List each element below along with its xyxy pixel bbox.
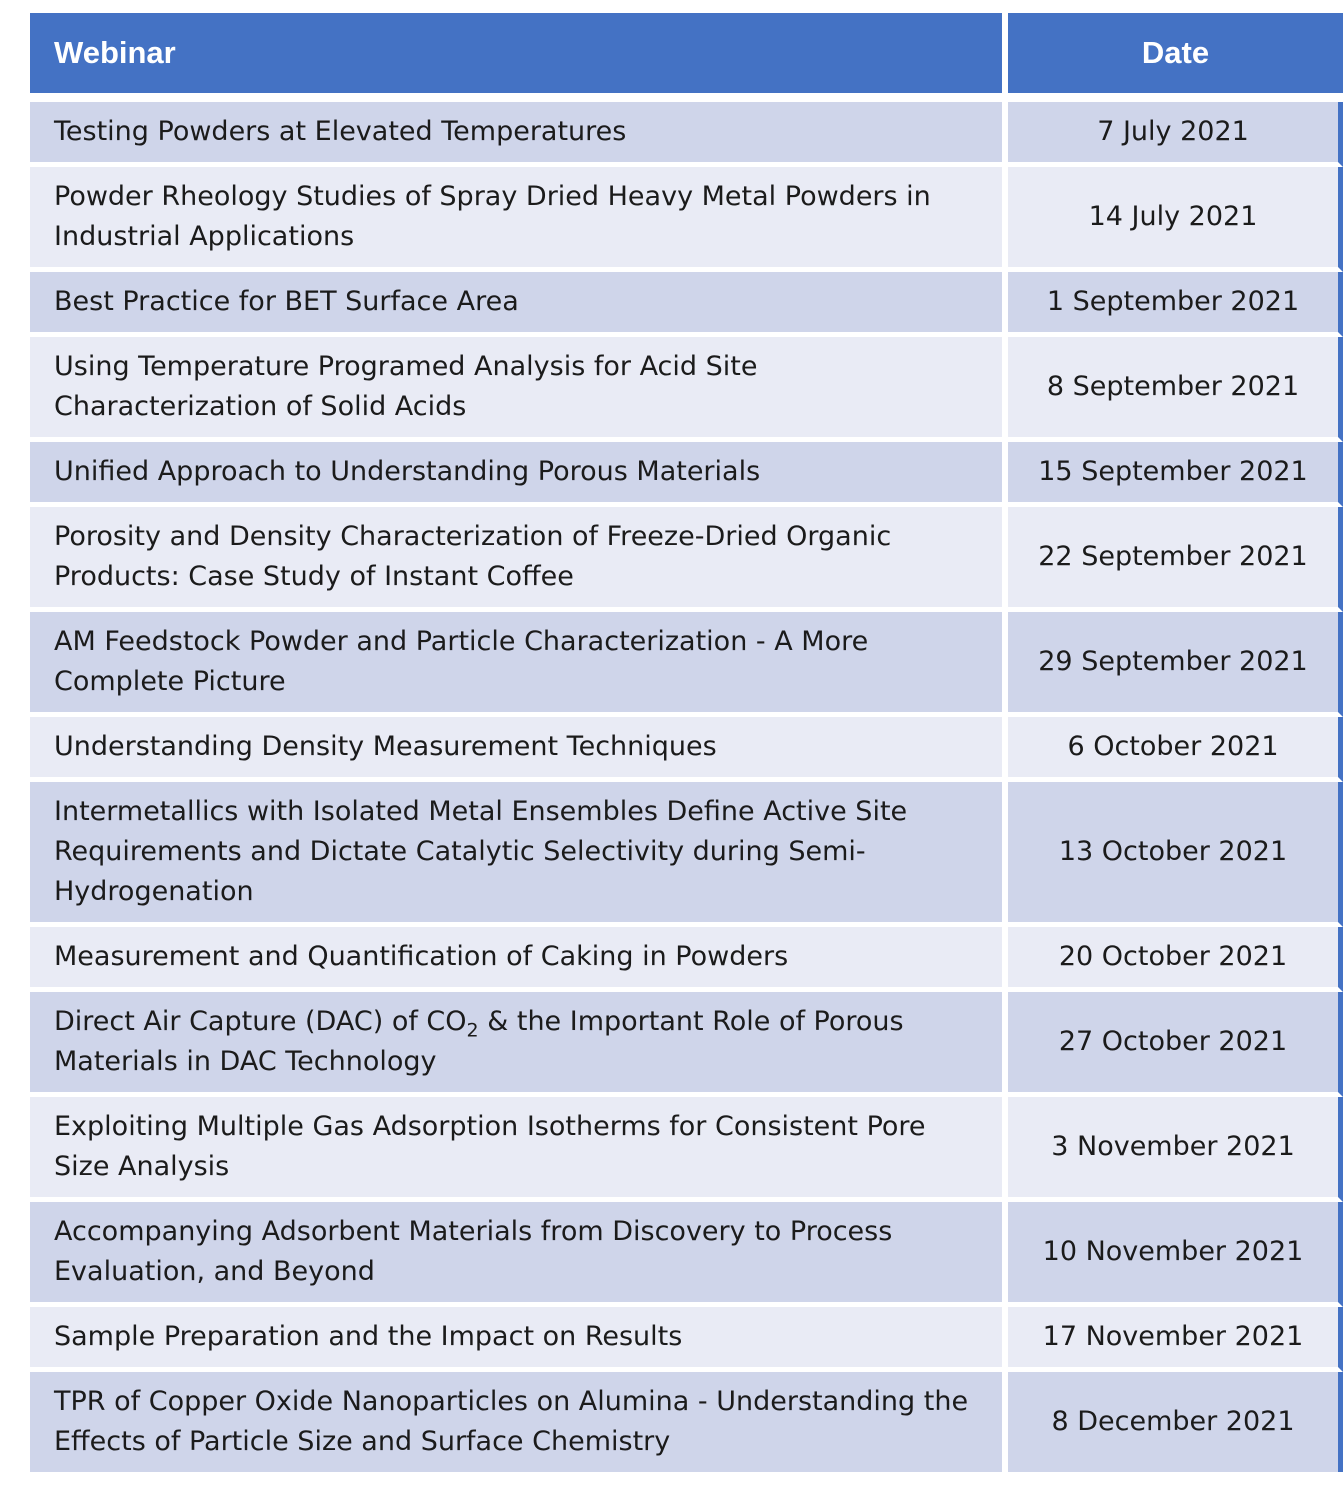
webinar-title: AM Feedstock Powder and Particle Characterization - A More Complete Picture <box>30 612 1008 717</box>
table-row <box>30 167 1343 272</box>
table-row <box>30 337 1343 442</box>
webinar-date: 10 November 2021 <box>1008 1202 1343 1307</box>
webinar-date: 22 September 2021 <box>1008 507 1343 612</box>
title-text-before: Direct Air Capture (DAC) of CO <box>54 1006 467 1037</box>
webinar-date: 27 October 2021 <box>1008 992 1343 1097</box>
webinar-date: 17 November 2021 <box>1008 1307 1343 1372</box>
table-row <box>30 782 1343 927</box>
webinar-title: Understanding Density Measurement Techniques <box>30 717 1008 782</box>
webinar-date: 8 September 2021 <box>1008 337 1343 442</box>
webinar-date: 7 July 2021 <box>1008 102 1343 167</box>
webinar-date: 8 December 2021 <box>1008 1372 1343 1472</box>
webinar-date: 6 October 2021 <box>1008 717 1343 782</box>
table-row <box>30 102 1343 167</box>
webinar-title: Testing Powders at Elevated Temperatures <box>30 102 1008 167</box>
table-row <box>30 442 1343 507</box>
subscript-2: 2 <box>466 1019 479 1042</box>
webinar-title: Intermetallics with Isolated Metal Ensembles Define Active Site Requirements and Dictate Catalytic Selectivity during Semi-Hydrogenation <box>30 782 1008 927</box>
webinar-title: Accompanying Adsorbent Materials from Discovery to Process Evaluation, and Beyond <box>30 1202 1008 1307</box>
webinar-date: 14 July 2021 <box>1008 167 1343 272</box>
webinar-date: 3 November 2021 <box>1008 1097 1343 1202</box>
webinar-title: TPR of Copper Oxide Nanoparticles on Alumina - Understanding the Effects of Particle Size and Surface Chemistry <box>30 1372 1008 1472</box>
webinar-date: 20 October 2021 <box>1008 927 1343 992</box>
table-row <box>30 717 1343 782</box>
webinar-column-header: Webinar <box>30 13 1008 102</box>
table-row <box>30 1097 1343 1202</box>
webinar-title: Measurement and Quantification of Caking in Powders <box>30 927 1008 992</box>
webinar-title: Porosity and Density Characterization of Freeze-Dried Organic Products: Case Study of Instant Coffee <box>30 507 1008 612</box>
header-row <box>30 13 1343 102</box>
table-row <box>30 992 1343 1097</box>
webinar-title: Unified Approach to Understanding Porous Materials <box>30 442 1008 507</box>
webinar-title: Exploiting Multiple Gas Adsorption Isotherms for Consistent Pore Size Analysis <box>30 1097 1008 1202</box>
webinar-date: 1 September 2021 <box>1008 272 1343 337</box>
webinar-title: Using Temperature Programed Analysis for Acid Site Characterization of Solid Acids <box>30 337 1008 442</box>
webinar-title <box>30 992 1008 1097</box>
webinar-schedule-table <box>30 13 1343 1472</box>
table-row <box>30 272 1343 337</box>
webinar-date: 15 September 2021 <box>1008 442 1343 507</box>
webinar-title: Sample Preparation and the Impact on Results <box>30 1307 1008 1372</box>
table-row <box>30 612 1343 717</box>
webinar-title: Powder Rheology Studies of Spray Dried Heavy Metal Powders in Industrial Applications <box>30 167 1008 272</box>
table-row <box>30 927 1343 992</box>
webinar-date: 29 September 2021 <box>1008 612 1343 717</box>
date-column-header: Date <box>1008 13 1343 102</box>
webinar-date: 13 October 2021 <box>1008 782 1343 927</box>
table-row <box>30 1307 1343 1372</box>
webinar-title: Best Practice for BET Surface Area <box>30 272 1008 337</box>
table-row <box>30 1202 1343 1307</box>
table-row <box>30 1372 1343 1472</box>
title-text-after: & the Important Role of Porous Materials in DAC Technology <box>54 1006 904 1077</box>
table-row <box>30 507 1343 612</box>
